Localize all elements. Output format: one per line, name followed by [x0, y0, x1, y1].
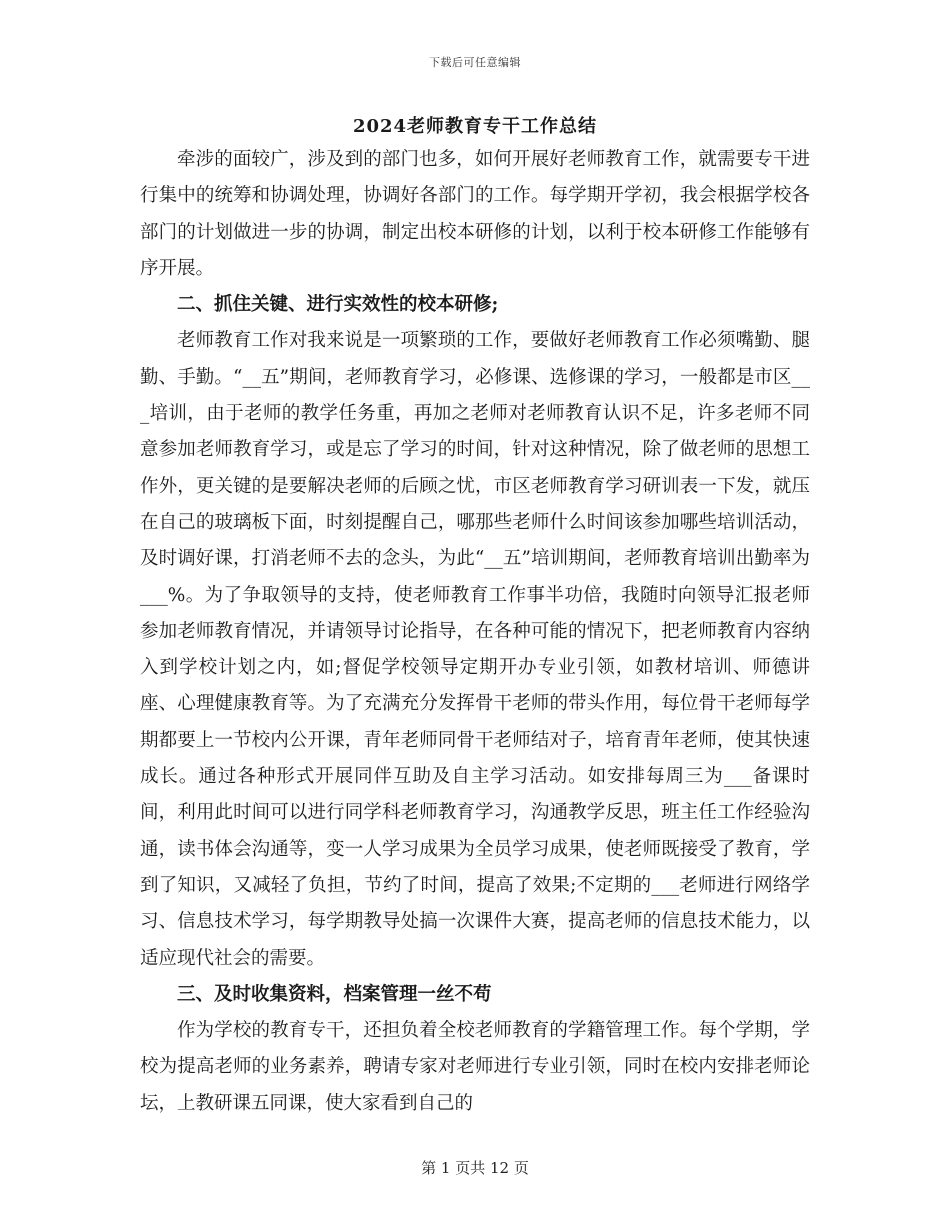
section-heading-3: 三、及时收集资料，档案管理一丝不苟	[177, 983, 492, 1005]
paragraph-section-2: 老师教育工作对我来说是一项繁琐的工作，要做好老师教育工作必须嘴勤、腿勤、手勤。“__五”期间，老师教育学习，必修课、选修课的学习，一般都是市区___培训，由于老师的教学任务重，再加之老师对老师教育认识不足，许多老师不同意参加老师教育学习，或是忘了学习的时间，针对这种情况，除了做老师的思想工作外，更关键的是要解决老师的后顾之忧，市区老师教育学习研训表一下发，就压在自己的玻璃板下面，时刻提醒自己，哪那些老师什么时间该参加哪些培训活动，及时调好课，打消老师不去的念头，为此“__五”培训期间，老师教育培训出勤率为___%。为了争取领导的支持，使老师教育工作事半功倍，我随时向领导汇报老师参加老师教育情况，并请领导讨论指导，在各种可能的情况下，把老师教育内容纳入到学校计划之内，如;督促学校领导定期开办专业引领，如教材培训、师德讲座、心理健康教育等。为了充满充分发挥骨干老师的带头作用，每位骨干老师每学期都要上一节校内公开课，青年老师同骨干老师结对子，培育青年老师，使其快速成长。通过各种形式开展同伴互助及自主学习活动。如安排每周三为___备课时间，利用此时间可以进行同学科老师教育学习，沟通教学反思，班主任工作经验沟通，读书体会沟通等，变一人学习成果为全员学习成果，使老师既接受了教育，学到了知识，又减轻了负担，节约了时间，提高了效果;不定期的___老师进行网络学习、信息技术学习，每学期教导处搞一次课件大赛，提高老师的信息技术能力，以适应现代社会的需要。	[140, 330, 810, 969]
paragraph-intro: 牵涉的面较广，涉及到的部门也多，如何开展好老师教育工作，就需要专干进行集中的统筹和协调处理，协调好各部门的工作。每学期开学初，我会根据学校各部门的计划做进一步的协调，制定出校本研修的计划，以利于校本研修工作能够有序开展。	[140, 149, 810, 279]
section-heading-2: 二、抓住关键、进行实效性的校本研修;	[177, 294, 499, 316]
paragraph-section-3: 作为学校的教育专干，还担负着全校老师教育的学籍管理工作。每个学期，学校为提高老师的业务素养，聘请专家对老师进行专业引领，同时在校内安排老师论坛，上教研课五同课，使大家看到自己的	[140, 1020, 810, 1114]
document-body	[140, 142, 810, 1122]
page-number-footer: 第 1 页共 12 页	[421, 1159, 529, 1177]
document-title: 2024老师教育专干工作总结	[352, 116, 598, 137]
page-header-note: 下载后可任意编辑	[429, 56, 521, 69]
